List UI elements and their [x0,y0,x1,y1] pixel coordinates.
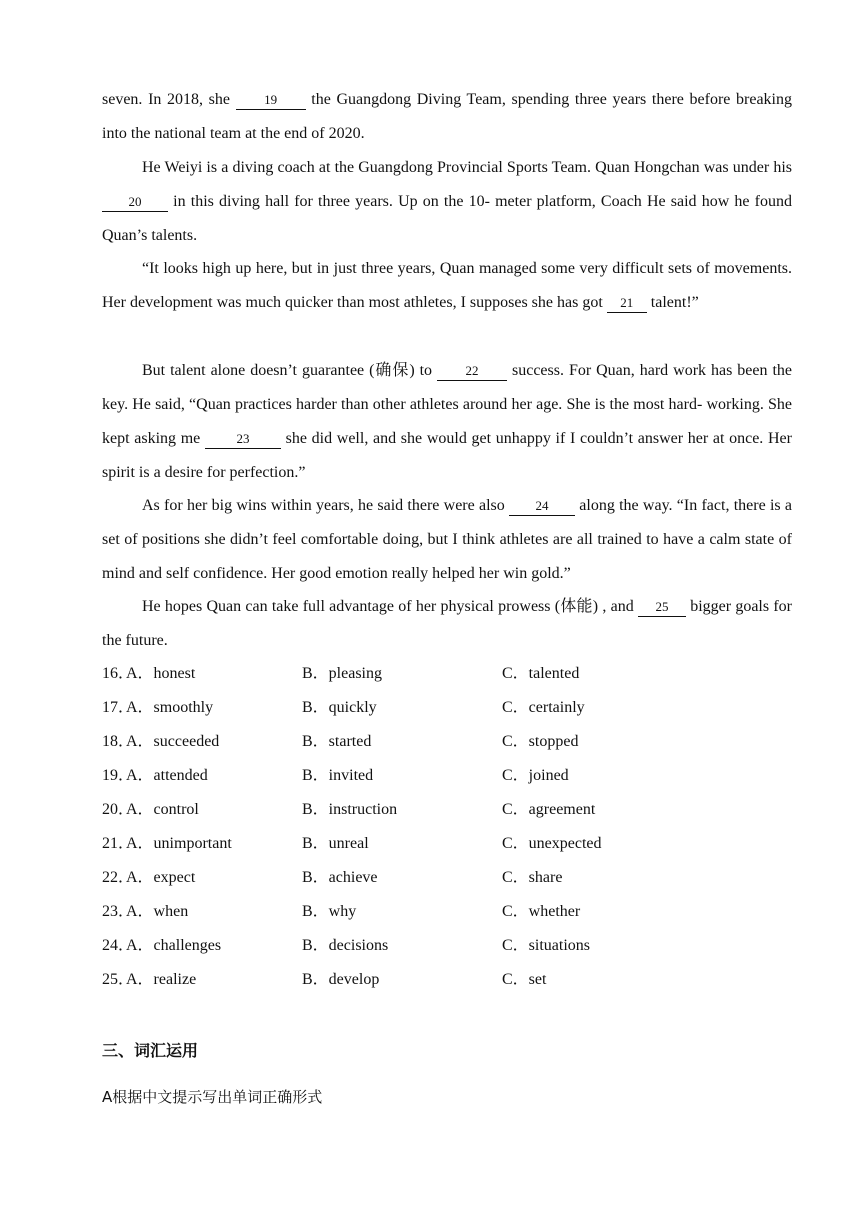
option-a: A．challenges [126,937,222,954]
question-row-19 [102,759,802,793]
question-number: 20． [102,801,135,818]
option-a: A．smoothly [126,699,214,716]
question-number: 22． [102,869,135,886]
option-b: B．started [302,733,372,750]
passage-paragraph-1 [102,83,792,151]
option-b: B．quickly [302,699,377,716]
question-number: 17． [102,699,135,716]
question-row-17 [102,691,802,725]
option-a: A．expect [126,869,196,886]
option-c: C．situations [502,937,591,954]
question-number: 24． [102,937,135,954]
question-row-21 [102,827,802,861]
option-a: A．control [126,801,199,818]
section-title: 三、词汇运用 [102,1041,199,1060]
question-number: 16． [102,665,135,682]
option-c: C．stopped [502,733,579,750]
passage-paragraph-6 [102,590,792,658]
passage-paragraph-2 [102,151,792,253]
question-row-18 [102,725,802,759]
question-number: 21． [102,835,135,852]
passage-text: He Weiyi is a diving coach at the Guangdong Provincial Sports Team. Quan Hongchan was under his [142,159,792,176]
passage-text: bigger goals for the future. [102,598,792,649]
option-c: C．joined [502,767,569,784]
option-c: C．set [502,971,547,988]
option-b: B．pleasing [302,665,382,682]
option-c: C．agreement [502,801,596,818]
question-number: 18． [102,733,135,750]
question-number: 25． [102,971,135,988]
option-c: C．certainly [502,699,585,716]
option-b: B．instruction [302,801,398,818]
passage-text: talent!” [646,294,699,311]
passage-text: along the way. “In fact, there is a set of positions she didn’t feel comfortable doing, but I think athletes are all trained to have a calm state of mind and self confidence. Her good emotion really helped her win gold.” [102,497,792,582]
passage-text: As for her big wins within years, he said there were also [142,497,510,514]
blank-21: 21 [607,294,647,313]
options-list [102,657,802,997]
passage-text: seven. In 2018, she [102,91,236,108]
passage-text: the Guangdong Diving Team, spending three years there before breaking into the national team at the end of 2020. [102,91,792,142]
blank-25: 25 [638,598,686,617]
passage-paragraph-4 [102,354,792,490]
question-number: 23． [102,903,135,920]
option-a: A．realize [126,971,197,988]
option-b: B．achieve [302,869,378,886]
passage-paragraph-5 [102,489,792,591]
option-c: C．talented [502,665,580,682]
option-b: B．why [302,903,357,920]
passage-paragraph-3 [102,252,792,320]
option-a: A．when [126,903,189,920]
section-subtitle: A根据中文提示写出单词正确形式 [102,1088,323,1106]
question-row-20 [102,793,802,827]
question-number: 19． [102,767,135,784]
question-row-23 [102,895,802,929]
passage-text: He hopes Quan can take full advantage of her physical prowess (体能) , and [142,598,638,615]
passage-text: But talent alone doesn’t guarantee (确保) to [142,362,438,379]
option-b: B．decisions [302,937,389,954]
option-b: B．develop [302,971,380,988]
option-a: A．attended [126,767,208,784]
passage-text: she did well, and she would get unhappy if I couldn’t answer her at once. Her spirit is a desire for perfection.” [102,430,792,481]
blank-24: 24 [509,497,575,516]
question-row-16 [102,657,802,691]
option-c: C．share [502,869,563,886]
blank-19: 19 [236,91,306,110]
option-c: C．unexpected [502,835,602,852]
question-row-22 [102,861,802,895]
option-a: A．unimportant [126,835,232,852]
passage-text: “It looks high up here, but in just three years, Quan managed some very difficult sets of movements. Her development was much quicker than most athletes, I supposes she has got [102,260,792,311]
passage-text: success. For Quan, hard work has been the key. He said, “Quan practices harder than other athletes around her age. She is the most hard- working. She kept asking me [102,362,792,447]
question-row-24 [102,929,802,963]
blank-23: 23 [205,430,281,449]
option-b: B．invited [302,767,374,784]
option-a: A．honest [126,665,196,682]
question-row-25 [102,963,802,997]
passage-text: in this diving hall for three years. Up on the 10- meter platform, Coach He said how he found Quan’s talents. [102,193,792,244]
option-b: B．unreal [302,835,369,852]
blank-20: 20 [102,193,168,212]
blank-22: 22 [437,362,507,381]
option-a: A．succeeded [126,733,220,750]
option-c: C．whether [502,903,581,920]
